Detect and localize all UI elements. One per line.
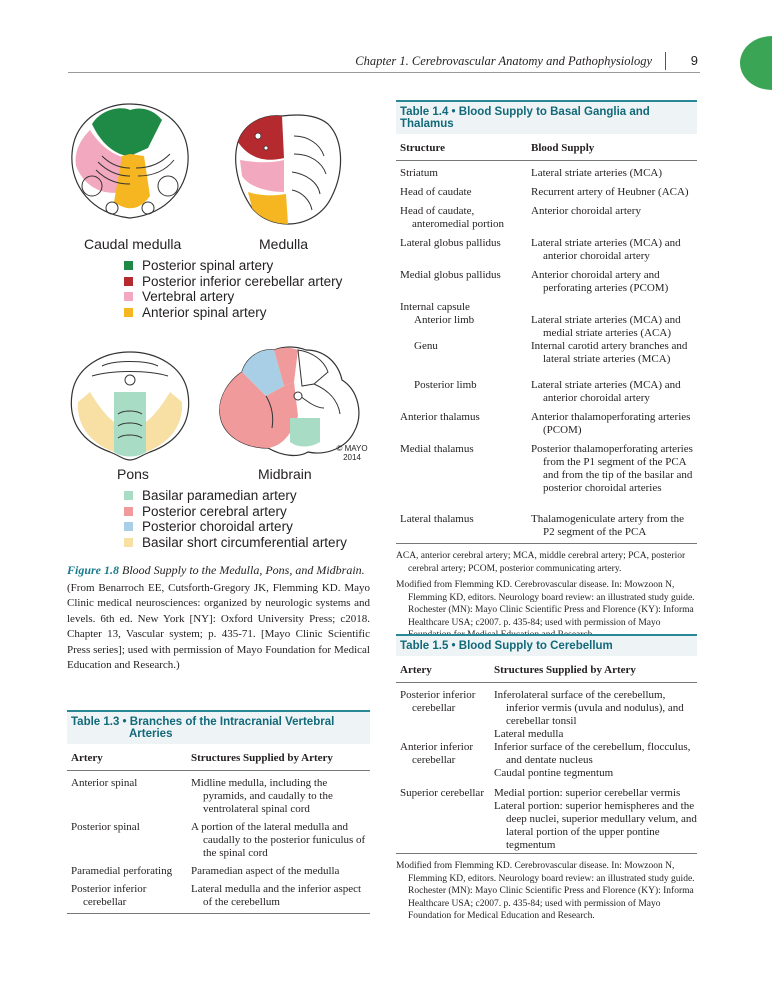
copyright-mark: © MAYO 2014 [336, 444, 368, 462]
table-1-3 [67, 710, 370, 914]
table-bottom-rule [396, 543, 697, 544]
table-row: Superior cerebellar Medial portion: superior cerebellar vermis Lateral portion: superior hemispheres and the deep nuclei, superior medullary velum, and lateral portion of the upper pontine tegmentum [400, 787, 697, 851]
legend-swatch [124, 522, 133, 531]
table-1-5 [396, 634, 697, 923]
figure-number: Figure 1.8 [67, 563, 120, 577]
table-title: Table 1.3 • Branches of the Intracranial Vertebral Arteries [67, 710, 370, 744]
table-row: Head of caudate, anteromedial portion Anterior choroidal artery [400, 205, 641, 230]
table-row: Medial thalamus Posterior thalamoperforating arteries from the P1 segment of the PCA and from the tip of the basilar and posterior choroidal arteries [400, 443, 693, 494]
caudal-medulla-label: Caudal medulla [84, 236, 182, 252]
caption-source: (From Benarroch EE, Cutsforth-Gregory JK, Flemming KD. Mayo Clinic medical neurosciences: organized by neurologic systems and levels. 6th ed. New York [NY]: Oxford University Press; c2018. Chapter 13, Vascular system; p. 435-71. [Mayo Clinic Scientific Press series]; used with permission of Mayo Foundation for Medical Education and Research.) [67, 581, 370, 671]
table-row: Posterior inferior cerebellar Inferolateral surface of the cerebellum, inferior vermis (uvula and nodulus), and cerebellar tonsil Lateral medulla [400, 689, 684, 740]
legend-bottom [124, 488, 364, 550]
legend-swatch [124, 538, 133, 547]
legend-swatch [124, 292, 133, 301]
medulla-label: Medulla [259, 236, 309, 252]
table-row: Posterior spinal A portion of the lateral medulla and caudally to the posterior funiculus of the spinal cord [71, 821, 366, 859]
legend-item: Posterior spinal artery [124, 258, 364, 274]
caudal-medulla-diagram [72, 104, 188, 218]
caption-title: Figure 1.8 Blood Supply to the Medulla, Pons, and Midbrain. [67, 563, 365, 577]
legend-swatch [124, 277, 133, 286]
legend-item: Anterior spinal artery [124, 305, 364, 321]
medulla-diagram [236, 115, 341, 224]
header-divider [665, 52, 666, 70]
legend-swatch [124, 507, 133, 516]
table-header: Artery Structures Supplied by Artery [67, 744, 370, 771]
table-row: Anterior limb Lateral striate arteries (MCA) and medial striate arteries (ACA) [414, 314, 681, 339]
legend-swatch [124, 308, 133, 317]
table-bottom-rule [396, 853, 697, 854]
pons-diagram [71, 352, 188, 460]
page-number: 9 [690, 53, 698, 68]
table-header: Artery Structures Supplied by Artery [396, 656, 697, 683]
table-abbreviations: ACA, anterior cerebral artery; MCA, middle cerebral artery; PCA, posterior cerebral artery; PCOM, posterior communicating artery. [396, 551, 686, 574]
midbrain-diagram [220, 347, 359, 455]
table-row: Paramedial perforating Paramedian aspect of the medulla [71, 865, 340, 877]
chapter-thumb-tab [740, 36, 772, 90]
chapter-title: Chapter 1. Cerebrovascular Anatomy and Pathophysiology [355, 54, 652, 68]
brainstem-figure [62, 96, 374, 556]
table-title: Table 1.4 • Blood Supply to Basal Ganglia and Thalamus [396, 100, 697, 134]
legend-item: Posterior inferior cerebellar artery [124, 274, 364, 290]
legend-item: Posterior choroidal artery [124, 519, 364, 535]
legend-item: Basilar short circumferential artery [124, 535, 364, 551]
table-row: Lateral thalamus Thalamogeniculate artery from the P2 segment of the PCA [400, 513, 685, 538]
table-source-note: Modified from Flemming KD. Cerebrovascular disease. In: Mowzoon N, Flemming KD, editors. Neurology board review: an illustrated study guide. Rochester (MN): Mayo Clinic Scientific Press and Florence (KY): Informa Healthcare USA; c2007. p. 435-84; used with permission of Mayo Foundation for Medical Education and Research. [396, 861, 695, 921]
table-row: Posterior inferior cerebellar Lateral medulla and the inferior aspect of the cerebellum [71, 883, 362, 908]
table-header: Structure Blood Supply [396, 134, 697, 161]
legend-top [124, 258, 364, 320]
figure-caption [67, 563, 370, 674]
table-row: Genu Internal carotid artery branches and lateral striate arteries (MCA) [414, 340, 688, 365]
brainstem-illustration [62, 96, 374, 556]
table-row: Internal capsule [400, 301, 470, 313]
table-bottom-rule [67, 913, 370, 914]
pons-label: Pons [117, 466, 149, 482]
table-row: Striatum Lateral striate arteries (MCA) [400, 167, 663, 179]
table-row: Medial globus pallidus Anterior choroidal artery and perforating arteries (PCOM) [400, 269, 669, 294]
table-source-note: Modified from Flemming KD. Cerebrovascular disease. In: Mowzoon N, Flemming KD, editors. Neurology board review: an illustrated study guide. Rochester (MN): Mayo Clinic Scientific Press and Florence (KY): Informa Healthcare USA; c2007. p. 435-84; used with permission of Mayo [396, 580, 695, 628]
table-title: Table 1.5 • Blood Supply to Cerebellum [396, 634, 697, 656]
table-row: Head of caudate Recurrent artery of Heubner (ACA) [400, 186, 689, 198]
legend-swatch [124, 261, 133, 270]
legend-item: Basilar paramedian artery [124, 488, 364, 504]
legend-item: Posterior cerebral artery [124, 504, 364, 520]
midbrain-label: Midbrain [258, 466, 312, 482]
table-row: Anterior inferior cerebellar Inferior surface of the cerebellum, flocculus, and dentate nucleus Caudal pontine tegmentum [400, 741, 691, 779]
table-row: Posterior limb Lateral striate arteries (MCA) and anterior choroidal artery [414, 379, 681, 404]
legend-item: Vertebral artery [124, 289, 364, 305]
table-row: Anterior spinal Midline medulla, including the pyramids, and caudally to the ventrolateral spinal cord [71, 777, 333, 815]
table-row: Lateral globus pallidus Lateral striate arteries (MCA) and anterior choroidal artery [400, 237, 681, 262]
legend-swatch [124, 491, 133, 500]
table-1-4 [396, 100, 697, 642]
table-row: Anterior thalamus Anterior thalamoperforating arteries (PCOM) [400, 411, 691, 436]
running-header [68, 50, 700, 73]
